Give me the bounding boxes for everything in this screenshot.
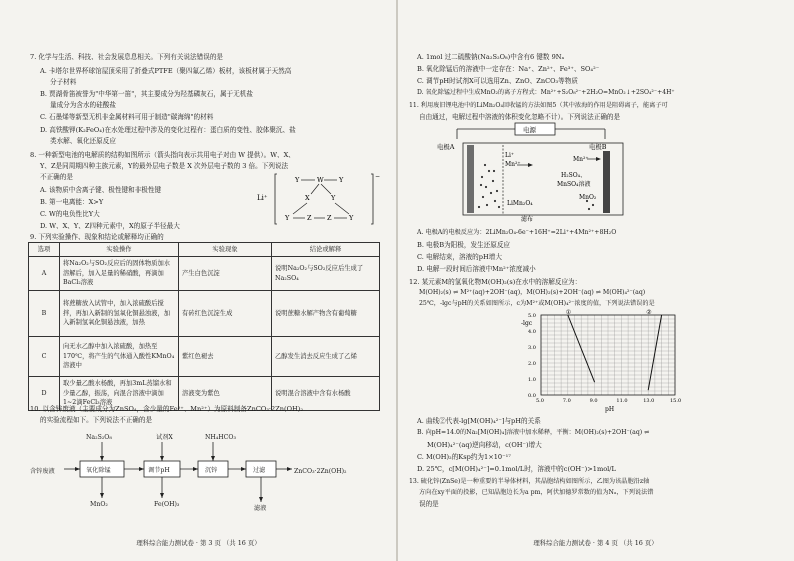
chart-series-label: ② [646,309,652,316]
ion-li: Li⁺ [505,152,515,159]
chart-y-tick-label: 1.0 [528,377,536,383]
q12-stem-3: 25℃，-lgc与pH的关系如图所示，c为M²⁺或M(OH)₄²⁻浓度的值，下列说法错误的是 [419,300,655,307]
table-header: 选项 [29,243,60,257]
q10-option-a: A. 1mol 过二硫酸钠(Na₂S₂O₈)中含有6 键数 9Nₐ [417,53,565,61]
byproduct-filtrate: 滤液 [254,505,267,512]
chart-y-tick-label: 3.0 [528,345,536,351]
q10-stem-1: 10. 以含锌废液（主要成分为ZnSO₄，含少量的Fe²⁺、Mn²⁺）为原料制备ZnCO₃·2Zn(OH)₂ [30,405,303,413]
left-footer: 理科综合能力测试卷 · 第 3 页 （共 16 页） [136,539,261,547]
step-oxidize: 氧化除锰 [86,467,111,474]
atom-y3: Y [331,194,336,202]
q12-stem-2: M(OH)₂(s) ⇌ M²⁺(aq)+2OH⁻(aq)，M(OH)₂(s)+2OH⁻(aq) ⇌ M(OH)₄²⁻(aq) [419,289,646,296]
chart-x-tick-label: 11.0 [616,398,628,404]
reagent-nh4hco3: NH₄HCO₃ [205,434,236,441]
q10-option-b: B. 氧化除锰后的溶液中一定存在：Na⁺、Zn²⁺、Fe³⁺、SO₄²⁻ [417,65,600,73]
chart-series-label: ① [565,309,572,316]
table-cell: 有砖红色沉淀生成 [179,291,272,337]
q8-stem-2: Y、Z是同周期四种主族元素，Y的最外层电子数是 X 次外层电子数的 3 倍。下列说法 [40,162,289,170]
table-cell: 说明Na₂O₂与SO₂反应后生成了Na₂SO₄ [272,257,380,291]
q12-option-a: A. 曲线②代表-lg[M(OH)₄²⁻]与pH的关系 [417,417,541,425]
electrode-b [603,151,610,213]
atom-x: X [305,194,310,202]
q12-option-d: D. 25℃，c[M(OH)₄²⁻]=0.1mol/L时，溶液中的c(OH⁻)>1mol/L [417,465,616,473]
table-cell: 将Na₂O₂与SO₂反应后的固体物质加水溶解后，加入足量的稀硝酸，再滴加BaCl₂溶液 [60,257,179,291]
atom-y2: Y [339,176,344,184]
q11-option-c: C. 电解结束，溶液的pH增大 [417,253,502,261]
atom-z2: Z [327,214,332,222]
q11-stem-2: 自由通过，电解过程中溶液的体积变化忽略不计）。下列说法正确的是 [419,113,621,121]
atom-z1: Z [307,214,312,222]
chart-y-tick-label: 4.0 [528,329,536,335]
chart-x-tick-label: 5.0 [536,398,544,404]
q10-option-d: D. 氧化除锰过程中生成MnO₂的离子方程式：Mn²⁺+S₂O₈²⁻+2H₂O=MnO₂↓+2SO₄²⁻+4H⁺ [417,89,675,96]
electrode-b-label: 电极B [589,143,607,151]
q8-option-c: C. W的电负性比Y大 [40,210,100,218]
atom-y4: Y [285,214,290,222]
step-ph: 调节pH [148,467,170,474]
q9-stem: 9. 下列实验操作、现象和结论或解释均正确的 [30,233,164,241]
ion-mn-a: Mn²⁺ [505,161,521,168]
byproduct-feoh3: Fe(OH)₃ [154,501,180,508]
q8-option-a: A. 该物质中含离子键、极性键和非极性键 [40,186,162,194]
q7-option-d-cont: 类水解、氧化还原反应 [50,137,116,145]
q10-stem-2: 的实验流程如下。下列说法不正确的是 [40,416,153,424]
q10-flow-chart [28,428,388,520]
chart-y-tick-label: 2.0 [528,361,536,367]
q7-option-a: A. 卡塔尔世界杯球馆屋顶采用了折叠式PTFE（聚四氟乙烯）板材，该板材属于天然高 [40,67,292,75]
table-cell: A [29,257,60,291]
q7-option-d: D. 高铁酸钾(K₂FeO₄)在水处理过程中涉及的变化过程有：蛋白质的变性、胶体聚沉、盐 [40,126,296,134]
chart-y-label: -lgc [521,320,533,327]
membrane-label: 滤布 [521,216,534,223]
solution-label-2: MnSO₄溶液 [557,181,591,188]
table-cell: C [29,337,60,377]
table-cell: 说明蔗糖水解产物含有葡萄糖 [272,291,380,337]
flow-end: ZnCO₃·2Zn(OH)₂ [294,468,347,475]
electrode-a [467,145,474,213]
q7-option-a-cont: 分子材料 [50,78,77,86]
table-header-row [29,243,380,257]
table-cell: 取少量乙酸水杨酸，再加3mL蒸馏水和少量乙醇，振荡，向混合溶液中滴加1~2滴FeCl₃溶液 [60,377,179,411]
chart-y-tick-label: 0.0 [528,393,536,399]
table-cell: 溶液变为紫色 [179,377,272,411]
q7-option-b-cont: 量成分为含水的硅酸盐 [50,101,116,109]
table-header: 实验操作 [60,243,179,257]
right-footer: 理科综合能力测试卷 · 第 4 页 （共 16 页） [533,539,658,547]
chart-x-tick-label: 9.0 [589,398,598,404]
q9-table [28,242,380,411]
table-row [29,291,380,337]
chart-x-tick-label: 15.0 [670,398,682,404]
q8-stem-1: 8. 一种新型电池的电解质的结构如图所示（箭头指向表示共用电子对由 W 提供）。W、X、 [30,151,295,159]
q7-stem: 7. 化学与生活、科技、社会发展息息相关。下列有关说法错误的是 [30,53,224,61]
svg-text:−: − [375,173,381,180]
q13-stem-3: 误的是 [419,500,439,508]
ion-mn-b: Mn²⁺ [573,156,589,163]
q12-option-b-cont: M(OH)₄²⁻(aq)逆向移动，c(OH⁻)增大 [427,441,542,449]
q11-option-b: B. 电极B为阳极，发生还原反应 [417,241,511,249]
chart-x-tick-label: 7.0 [562,398,571,404]
li-ion-label: Li⁺ [257,194,268,202]
q8-stem-3: 不正确的是 [40,173,73,181]
mno2-label: MnO₂ [579,194,597,201]
power-source-label: 电源 [523,126,536,134]
table-header: 实验现象 [179,243,272,257]
q8-option-d: D. W、X、Y、Z四种元素中，X的原子半径最大 [40,222,180,230]
q12-stem-1: 12. 某元素M的氢氧化物M(OH)₂(s)在水中的溶解反应为： [409,278,582,286]
table-cell: B [29,291,60,337]
chart-y-tick-label: 5.0 [528,313,536,319]
step-precip: 沉锌 [205,467,218,474]
table-cell: 产生白色沉淀 [179,257,272,291]
q11-option-d: D. 电解一段时间后溶液中Mn²⁺浓度减小 [417,265,536,273]
right-page [397,0,794,561]
q13-stem-1: 13. 硫化锌(ZnSe)是一种重要的半导体材料，其晶胞结构如图所示，乙图为该晶胞沿z轴 [409,478,650,485]
chart-x-tick-label: 13.0 [643,398,655,404]
q8-structure-diagram [255,168,385,230]
q11-electrolysis-diagram [437,121,637,223]
table-cell: D [29,377,60,411]
solution-label-1: H₂SO₄、 [561,172,587,179]
table-cell: 说明混合溶液中含有水杨酸 [272,377,380,411]
atom-y1: Y [295,176,300,184]
q10-option-c: C. 调节pH时试剂X可以选用Zn、ZnO、ZnCO₃等物质 [417,77,578,85]
table-row [29,337,380,377]
q8-option-b: B. 第一电离能：X>Y [40,198,104,206]
q11-option-a: A. 电极A的电极反应为：2LiMn₂O₄-6e⁻+16H⁺=2Li⁺+4Mn²⁺+8H₂O [417,229,617,236]
reagent-x: 试剂X [156,434,173,441]
q7-option-b: B. 贾湖骨笛被誉为"中华第一笛"，其主要成分为羟基磷灰石，属于无机盐 [40,90,253,98]
q13-stem-2: 方向在xy平面的投影，已知晶胞边长为a pm，阿伏加德罗常数的值为Nₐ，下列说法错 [419,489,654,496]
atom-y5: Y [349,214,354,222]
q7-option-c: C. 石墨烯等新型无机非金属材料可用于制造"碳海绵"的材料 [40,113,214,121]
table-header: 结论或解释 [272,243,380,257]
q12-option-b: B. 向pH=14.0的Na₂[M(OH)₄]溶液中加水稀释，平衡：M(OH)₂(s)+2OH⁻(aq) ⇌ [417,429,650,436]
table-cell: 紫红色褪去 [179,337,272,377]
limn2o4-label: LiMn₂O₄ [507,200,533,207]
table-cell: 将蔗糖放入试管中，加入浓硫酸后搅拌，再加入新制的氢氧化铜悬浊液，加入新制氢氧化铜悬浊液，加热 [60,291,179,337]
electrode-a-label: 电极A [437,143,455,151]
step-filter: 过滤 [253,467,266,474]
table-cell: 向无水乙醇中加入浓硫酸，加热至170℃，将产生的气体通入酸性KMnO₄溶液中 [60,337,179,377]
q12-chart [515,307,685,415]
q11-stem-1: 11. 利用废旧锂电池中的LiMn₂O₄回收锰的方法如图5（其中浓海的作用是阻碍离子，能离子可 [409,102,668,109]
q12-option-c: C. M(OH)₂的Ksp约为1×10⁻¹⁷ [417,453,511,461]
table-cell: 乙醇发生消去反应生成了乙烯 [272,337,380,377]
table-row [29,257,380,291]
atom-w: W [317,176,324,184]
reagent-na2s2o8: Na₂S₂O₈ [86,434,112,441]
chart-x-label: pH [605,406,615,413]
byproduct-mno2: MnO₂ [90,501,108,508]
flow-start: 含锌废液 [30,468,55,475]
